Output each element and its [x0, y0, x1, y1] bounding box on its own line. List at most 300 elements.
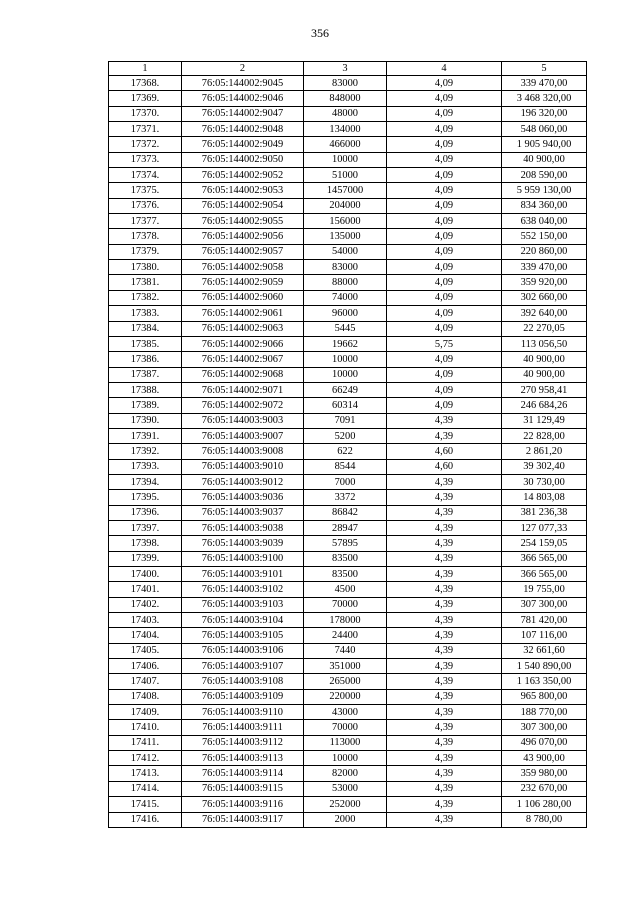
table-cell: 17409.	[109, 705, 182, 720]
table-row	[109, 336, 587, 351]
table-cell: 51000	[304, 168, 387, 183]
table-cell: 965 800,00	[502, 689, 587, 704]
table-cell: 76:05:144003:9102	[182, 582, 304, 597]
table-cell: 4,39	[387, 613, 502, 628]
table-cell: 17379.	[109, 244, 182, 259]
table-cell: 70000	[304, 597, 387, 612]
table-cell: 381 236,38	[502, 505, 587, 520]
table-cell: 76:05:144003:9038	[182, 520, 304, 535]
table-cell: 76:05:144002:9059	[182, 275, 304, 290]
table-cell: 17408.	[109, 689, 182, 704]
table-cell: 4,60	[387, 444, 502, 459]
table-cell: 4,09	[387, 244, 502, 259]
table-cell: 82000	[304, 766, 387, 781]
table-cell: 17412.	[109, 751, 182, 766]
table-cell: 366 565,00	[502, 567, 587, 582]
table-cell: 17401.	[109, 582, 182, 597]
table-cell: 359 920,00	[502, 275, 587, 290]
table-cell: 220000	[304, 689, 387, 704]
table-cell: 43000	[304, 705, 387, 720]
table-cell: 17380.	[109, 260, 182, 275]
table-cell: 76:05:144002:9061	[182, 306, 304, 321]
table-cell: 57895	[304, 536, 387, 551]
table-cell: 53000	[304, 781, 387, 796]
table-cell: 4,39	[387, 689, 502, 704]
table-cell: 96000	[304, 306, 387, 321]
table-cell: 10000	[304, 367, 387, 382]
table-cell: 4,39	[387, 766, 502, 781]
table-cell: 17373.	[109, 152, 182, 167]
table-cell: 4,09	[387, 352, 502, 367]
table-cell: 113 056,50	[502, 336, 587, 351]
table-cell: 76:05:144002:9055	[182, 214, 304, 229]
table-cell: 265000	[304, 674, 387, 689]
table-cell: 43 900,00	[502, 751, 587, 766]
table-row	[109, 459, 587, 474]
table-cell: 17398.	[109, 536, 182, 551]
table-cell: 7440	[304, 643, 387, 658]
table-row	[109, 582, 587, 597]
table-row	[109, 474, 587, 489]
table-row	[109, 168, 587, 183]
table-header-row	[109, 62, 587, 76]
table-cell: 76:05:144003:9106	[182, 643, 304, 658]
table-cell: 4,09	[387, 106, 502, 121]
table-cell: 76:05:144002:9052	[182, 168, 304, 183]
table-cell: 834 360,00	[502, 198, 587, 213]
table-cell: 54000	[304, 244, 387, 259]
column-header: 2	[182, 62, 304, 76]
table-row	[109, 812, 587, 827]
table-cell: 622	[304, 444, 387, 459]
table-cell: 17405.	[109, 643, 182, 658]
table-cell: 76:05:144003:9111	[182, 720, 304, 735]
table-cell: 17393.	[109, 459, 182, 474]
table-cell: 127 077,33	[502, 520, 587, 535]
table-cell: 4,39	[387, 781, 502, 796]
table-cell: 86842	[304, 505, 387, 520]
column-header: 3	[304, 62, 387, 76]
table-cell: 4,39	[387, 551, 502, 566]
table-row	[109, 520, 587, 535]
table-row	[109, 597, 587, 612]
table-row	[109, 306, 587, 321]
table-row	[109, 567, 587, 582]
column-header: 5	[502, 62, 587, 76]
table-cell: 1 163 350,00	[502, 674, 587, 689]
table-cell: 30 730,00	[502, 474, 587, 489]
table-cell: 3372	[304, 490, 387, 505]
table-cell: 19662	[304, 336, 387, 351]
table-cell: 156000	[304, 214, 387, 229]
table-cell: 4,09	[387, 290, 502, 305]
table-cell: 4,09	[387, 152, 502, 167]
table-row	[109, 91, 587, 106]
table-cell: 208 590,00	[502, 168, 587, 183]
table-cell: 107 116,00	[502, 628, 587, 643]
table-cell: 17397.	[109, 520, 182, 535]
table-cell: 548 060,00	[502, 122, 587, 137]
table-cell: 466000	[304, 137, 387, 152]
table-cell: 76:05:144003:9039	[182, 536, 304, 551]
table-cell: 848000	[304, 91, 387, 106]
table-cell: 1457000	[304, 183, 387, 198]
table-row	[109, 244, 587, 259]
column-header: 4	[387, 62, 502, 76]
table-cell: 76:05:144003:9007	[182, 428, 304, 443]
table-cell: 76:05:144002:9060	[182, 290, 304, 305]
table-cell: 4,09	[387, 168, 502, 183]
table-cell: 252000	[304, 797, 387, 812]
table-cell: 134000	[304, 122, 387, 137]
table-cell: 76:05:144003:9117	[182, 812, 304, 827]
table-cell: 4,39	[387, 812, 502, 827]
table-cell: 638 040,00	[502, 214, 587, 229]
table-cell: 22 828,00	[502, 428, 587, 443]
table-cell: 302 660,00	[502, 290, 587, 305]
table-row	[109, 398, 587, 413]
table-cell: 17383.	[109, 306, 182, 321]
table-cell: 178000	[304, 613, 387, 628]
table-cell: 4,39	[387, 474, 502, 489]
table-cell: 76:05:144002:9049	[182, 137, 304, 152]
table-row	[109, 214, 587, 229]
table-cell: 17406.	[109, 659, 182, 674]
table-cell: 4,39	[387, 674, 502, 689]
table-cell: 76:05:144003:9107	[182, 659, 304, 674]
table-cell: 359 980,00	[502, 766, 587, 781]
table-cell: 392 640,00	[502, 306, 587, 321]
table-cell: 10000	[304, 352, 387, 367]
table-cell: 4,39	[387, 413, 502, 428]
table-cell: 76:05:144003:9112	[182, 735, 304, 750]
table-cell: 76:05:144002:9071	[182, 382, 304, 397]
table-cell: 17390.	[109, 413, 182, 428]
table-row	[109, 76, 587, 91]
table-cell: 246 684,26	[502, 398, 587, 413]
table-cell: 76:05:144002:9058	[182, 260, 304, 275]
table-row	[109, 183, 587, 198]
table-cell: 5,75	[387, 336, 502, 351]
table-cell: 76:05:144003:9100	[182, 551, 304, 566]
table-cell: 4500	[304, 582, 387, 597]
table-cell: 188 770,00	[502, 705, 587, 720]
table-cell: 76:05:144003:9037	[182, 505, 304, 520]
table-cell: 4,09	[387, 367, 502, 382]
table-cell: 4,09	[387, 398, 502, 413]
table-cell: 83500	[304, 567, 387, 582]
table-cell: 76:05:144002:9063	[182, 321, 304, 336]
table-row	[109, 659, 587, 674]
table-cell: 74000	[304, 290, 387, 305]
table-cell: 24400	[304, 628, 387, 643]
table-cell: 17391.	[109, 428, 182, 443]
table-cell: 4,09	[387, 321, 502, 336]
table-row	[109, 536, 587, 551]
table-cell: 76:05:144002:9066	[182, 336, 304, 351]
table-cell: 76:05:144003:9110	[182, 705, 304, 720]
table-row	[109, 781, 587, 796]
table-cell: 220 860,00	[502, 244, 587, 259]
table-cell: 204000	[304, 198, 387, 213]
table-cell: 76:05:144002:9047	[182, 106, 304, 121]
table-cell: 17394.	[109, 474, 182, 489]
table-cell: 76:05:144002:9056	[182, 229, 304, 244]
table-cell: 17385.	[109, 336, 182, 351]
table-row	[109, 382, 587, 397]
table-row	[109, 643, 587, 658]
table-cell: 5200	[304, 428, 387, 443]
table-cell: 40 900,00	[502, 352, 587, 367]
table-cell: 76:05:144002:9057	[182, 244, 304, 259]
table-row	[109, 122, 587, 137]
table-row	[109, 720, 587, 735]
table-cell: 17402.	[109, 597, 182, 612]
table-cell: 4,39	[387, 628, 502, 643]
table-cell: 17370.	[109, 106, 182, 121]
table-cell: 76:05:144003:9036	[182, 490, 304, 505]
table-cell: 4,39	[387, 505, 502, 520]
table-cell: 307 300,00	[502, 720, 587, 735]
table-cell: 4,39	[387, 797, 502, 812]
table-cell: 4,39	[387, 705, 502, 720]
table-cell: 254 159,05	[502, 536, 587, 551]
table-cell: 76:05:144003:9101	[182, 567, 304, 582]
table-body	[109, 62, 587, 828]
table-cell: 17389.	[109, 398, 182, 413]
table-cell: 22 270,05	[502, 321, 587, 336]
table-cell: 76:05:144003:9008	[182, 444, 304, 459]
table-row	[109, 444, 587, 459]
table-row	[109, 367, 587, 382]
table-cell: 76:05:144003:9108	[182, 674, 304, 689]
table-cell: 781 420,00	[502, 613, 587, 628]
table-cell: 17392.	[109, 444, 182, 459]
table-cell: 4,09	[387, 76, 502, 91]
table-cell: 339 470,00	[502, 260, 587, 275]
table-row	[109, 198, 587, 213]
table-cell: 76:05:144002:9067	[182, 352, 304, 367]
table-cell: 3 468 320,00	[502, 91, 587, 106]
table-row	[109, 751, 587, 766]
table-cell: 4,39	[387, 582, 502, 597]
table-cell: 17410.	[109, 720, 182, 735]
table-row	[109, 137, 587, 152]
table-cell: 14 803,08	[502, 490, 587, 505]
table-cell: 4,39	[387, 567, 502, 582]
table-cell: 88000	[304, 275, 387, 290]
table-cell: 4,39	[387, 643, 502, 658]
table-cell: 17407.	[109, 674, 182, 689]
table-cell: 196 320,00	[502, 106, 587, 121]
table-cell: 83000	[304, 260, 387, 275]
table-cell: 76:05:144003:9012	[182, 474, 304, 489]
table-row	[109, 505, 587, 520]
column-header: 1	[109, 62, 182, 76]
table-cell: 4,39	[387, 520, 502, 535]
table-cell: 83500	[304, 551, 387, 566]
table-cell: 40 900,00	[502, 152, 587, 167]
table-cell: 17403.	[109, 613, 182, 628]
table-cell: 83000	[304, 76, 387, 91]
table-cell: 76:05:144002:9054	[182, 198, 304, 213]
table-cell: 17404.	[109, 628, 182, 643]
table-cell: 1 905 940,00	[502, 137, 587, 152]
table-cell: 17368.	[109, 76, 182, 91]
data-table	[108, 61, 587, 828]
table-cell: 4,09	[387, 122, 502, 137]
table-cell: 10000	[304, 152, 387, 167]
table-cell: 76:05:144003:9109	[182, 689, 304, 704]
table-cell: 17387.	[109, 367, 182, 382]
table-cell: 17411.	[109, 735, 182, 750]
table-cell: 17416.	[109, 812, 182, 827]
table-cell: 17396.	[109, 505, 182, 520]
table-cell: 17386.	[109, 352, 182, 367]
table-cell: 2000	[304, 812, 387, 827]
table-cell: 48000	[304, 106, 387, 121]
table-cell: 8544	[304, 459, 387, 474]
table-row	[109, 613, 587, 628]
table-row	[109, 551, 587, 566]
table-cell: 28947	[304, 520, 387, 535]
table-cell: 17378.	[109, 229, 182, 244]
table-cell: 76:05:144003:9105	[182, 628, 304, 643]
table-row	[109, 290, 587, 305]
table-row	[109, 689, 587, 704]
table-cell: 17415.	[109, 797, 182, 812]
table-cell: 5445	[304, 321, 387, 336]
table-row	[109, 797, 587, 812]
table-row	[109, 229, 587, 244]
table-cell: 4,60	[387, 459, 502, 474]
table-cell: 4,39	[387, 751, 502, 766]
table-cell: 4,39	[387, 536, 502, 551]
table-row	[109, 321, 587, 336]
table-cell: 70000	[304, 720, 387, 735]
table-cell: 76:05:144003:9104	[182, 613, 304, 628]
table-row	[109, 275, 587, 290]
table-cell: 17377.	[109, 214, 182, 229]
table-row	[109, 735, 587, 750]
table-cell: 8 780,00	[502, 812, 587, 827]
table-cell: 232 670,00	[502, 781, 587, 796]
table-cell: 76:05:144003:9103	[182, 597, 304, 612]
table-row	[109, 428, 587, 443]
table-cell: 17375.	[109, 183, 182, 198]
table-cell: 17372.	[109, 137, 182, 152]
table-cell: 113000	[304, 735, 387, 750]
table-row	[109, 766, 587, 781]
table-cell: 76:05:144003:9010	[182, 459, 304, 474]
table-cell: 17381.	[109, 275, 182, 290]
table-cell: 17400.	[109, 567, 182, 582]
table-cell: 307 300,00	[502, 597, 587, 612]
table-cell: 4,39	[387, 428, 502, 443]
table-cell: 4,39	[387, 490, 502, 505]
table-cell: 17369.	[109, 91, 182, 106]
table-cell: 4,09	[387, 229, 502, 244]
table-cell: 4,39	[387, 735, 502, 750]
table-cell: 31 129,49	[502, 413, 587, 428]
table-cell: 39 302,40	[502, 459, 587, 474]
table-cell: 351000	[304, 659, 387, 674]
table-cell: 4,09	[387, 183, 502, 198]
table-cell: 1 540 890,00	[502, 659, 587, 674]
table-cell: 17399.	[109, 551, 182, 566]
table-cell: 17414.	[109, 781, 182, 796]
table-cell: 76:05:144003:9115	[182, 781, 304, 796]
table-cell: 10000	[304, 751, 387, 766]
table-cell: 4,39	[387, 720, 502, 735]
table-cell: 76:05:144002:9048	[182, 122, 304, 137]
table-cell: 76:05:144002:9050	[182, 152, 304, 167]
table-cell: 17413.	[109, 766, 182, 781]
table-cell: 17374.	[109, 168, 182, 183]
table-cell: 4,39	[387, 597, 502, 612]
table-cell: 76:05:144002:9046	[182, 91, 304, 106]
page-number: 356	[311, 26, 329, 40]
table-cell: 4,09	[387, 137, 502, 152]
table-cell: 4,09	[387, 214, 502, 229]
table-cell: 4,09	[387, 91, 502, 106]
table-cell: 339 470,00	[502, 76, 587, 91]
table-cell: 7000	[304, 474, 387, 489]
table-cell: 552 150,00	[502, 229, 587, 244]
table-cell: 19 755,00	[502, 582, 587, 597]
table-row	[109, 106, 587, 121]
table-cell: 32 661,60	[502, 643, 587, 658]
table-cell: 17376.	[109, 198, 182, 213]
table-cell: 17371.	[109, 122, 182, 137]
table-cell: 135000	[304, 229, 387, 244]
table-cell: 17384.	[109, 321, 182, 336]
table-cell: 366 565,00	[502, 551, 587, 566]
table-cell: 270 958,41	[502, 382, 587, 397]
table-cell: 17388.	[109, 382, 182, 397]
table-cell: 4,09	[387, 275, 502, 290]
table-row	[109, 705, 587, 720]
table-cell: 17382.	[109, 290, 182, 305]
table-cell: 76:05:144003:9003	[182, 413, 304, 428]
table-cell: 76:05:144003:9114	[182, 766, 304, 781]
table-row	[109, 490, 587, 505]
table-cell: 76:05:144002:9068	[182, 367, 304, 382]
table-cell: 76:05:144002:9045	[182, 76, 304, 91]
table-cell: 60314	[304, 398, 387, 413]
table-cell: 4,09	[387, 306, 502, 321]
table-cell: 4,09	[387, 198, 502, 213]
table-row	[109, 352, 587, 367]
table-cell: 66249	[304, 382, 387, 397]
table-cell: 4,09	[387, 382, 502, 397]
table-cell: 76:05:144003:9113	[182, 751, 304, 766]
table-row	[109, 260, 587, 275]
table-cell: 76:05:144002:9072	[182, 398, 304, 413]
table-cell: 4,39	[387, 659, 502, 674]
table-cell: 76:05:144003:9116	[182, 797, 304, 812]
table-cell: 4,09	[387, 260, 502, 275]
table-cell: 17395.	[109, 490, 182, 505]
table-cell: 496 070,00	[502, 735, 587, 750]
table-cell: 2 861,20	[502, 444, 587, 459]
table-row	[109, 152, 587, 167]
table-cell: 1 106 280,00	[502, 797, 587, 812]
table-row	[109, 674, 587, 689]
table-cell: 76:05:144002:9053	[182, 183, 304, 198]
table-cell: 7091	[304, 413, 387, 428]
table-row	[109, 413, 587, 428]
